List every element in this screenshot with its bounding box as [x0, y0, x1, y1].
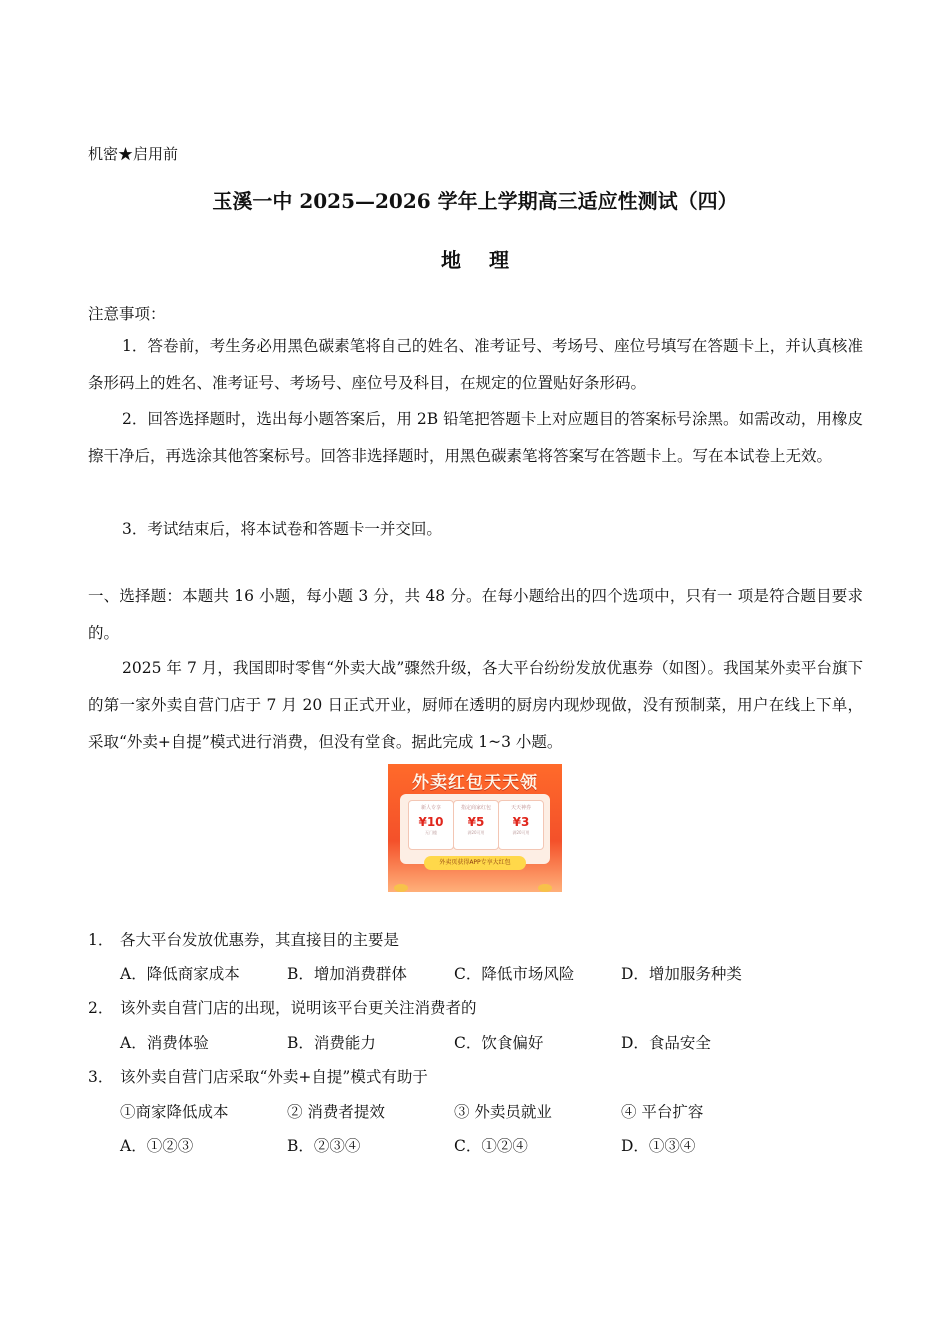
subject-title: 地理 — [441, 248, 537, 272]
coupon-value: ¥10 — [418, 815, 444, 829]
question-number: 2． — [88, 999, 114, 1017]
question-stem: 该外卖自营门店采取“外卖+自提”模式有助于 — [120, 1068, 428, 1086]
coupon-card — [408, 800, 454, 850]
option-a: A．①②③ — [120, 1137, 194, 1155]
option-c: C．饮食偏好 — [454, 1034, 544, 1052]
option-b: B．增加消费群体 — [287, 965, 407, 983]
statement-1: ①商家降低成本 — [120, 1103, 229, 1121]
option-a: A．消费体验 — [120, 1034, 209, 1052]
notice-item-3: 3．考试结束后，将本试卷和答题卡一并交回。 — [122, 520, 442, 538]
question-1-options — [120, 964, 788, 984]
question-number: 3． — [88, 1068, 114, 1086]
option-d: D．食品安全 — [621, 1034, 711, 1052]
coupon-label: 指定商家红包 — [460, 805, 491, 811]
option-c: C．降低市场风险 — [454, 965, 575, 983]
question-2-options — [120, 1033, 788, 1053]
question-3 — [88, 1067, 428, 1087]
statement-4: ④ 平台扩容 — [621, 1103, 704, 1121]
gold-coin-decoration — [538, 884, 552, 892]
statement-3: ③ 外卖员就业 — [454, 1103, 552, 1121]
section-instruction: 一、选择题：本题共 16 小题，每小题 3 分，共 48 分。在每小题给出的四个选项中，只有一 项是符合题目要求的。 — [88, 587, 863, 642]
option-b: B．消费能力 — [287, 1034, 376, 1052]
material-paragraph: 2025 年 7 月，我国即时零售“外卖大战”骤然升级，各大平台纷纷发放优惠券（如图）。我国某外卖平台旗下的第一家外卖自营门店于 7 月 20 日正式开业，厨师在透明的厨房内现炒现做，没有预制菜，用户在线上下单，采取“外卖+自提”模式进行消费，但没有堂食。据此完成 1~3 小题。 — [88, 659, 863, 751]
option-b: B．②③④ — [287, 1137, 361, 1155]
coupon-condition: 满20可用 — [467, 830, 485, 835]
coupon-card — [453, 800, 499, 850]
promo-title: 外卖红包天天领 — [412, 773, 538, 793]
coupon-condition: 满20可用 — [512, 830, 530, 835]
coupon-label: 天天神券 — [510, 805, 531, 811]
option-c: C．①②④ — [454, 1137, 528, 1155]
coupon-value: ¥5 — [467, 815, 485, 829]
promo-button: 外卖页获得APP专享大红包 — [424, 856, 526, 870]
coupon-value: ¥3 — [512, 815, 530, 829]
question-3-statements — [120, 1102, 788, 1122]
gold-coin-decoration — [394, 884, 408, 892]
question-number: 1． — [88, 931, 114, 949]
question-stem: 该外卖自营门店的出现，说明该平台更关注消费者的 — [120, 999, 477, 1017]
confidential-label: 机密★启用前 — [88, 145, 179, 163]
question-2 — [88, 998, 477, 1018]
coupon-condition: 无门槛 — [425, 830, 437, 835]
notice-item-2: 2．回答选择题时，选出每小题答案后，用 2B 铅笔把答题卡上对应题目的答案标号涂黑。如需改动，用橡皮擦干净后，再选涂其他答案标号。回答非选择题时，用黑色碳素笔将答案写在答题卡上。写在本试卷上无效。 — [88, 410, 863, 465]
exam-title: 玉溪一中 2025—2026 学年上学期高三适应性测试（四） — [212, 189, 738, 213]
notice-item-1: 1．答卷前，考生务必用黑色碳素笔将自己的姓名、准考证号、考场号、座位号填写在答题卡上，并认真核准条形码上的姓名、准考证号、考场号、座位号及科目，在规定的位置贴好条形码。 — [88, 337, 863, 392]
option-d: D．①③④ — [621, 1137, 696, 1155]
question-3-options — [120, 1136, 788, 1156]
coupon-label: 新人专享 — [420, 805, 441, 811]
question-stem: 各大平台发放优惠券，其直接目的主要是 — [120, 931, 400, 949]
coupon-promo-image — [388, 764, 562, 892]
statement-2: ② 消费者提效 — [287, 1103, 385, 1121]
option-d: D．增加服务种类 — [621, 965, 742, 983]
notice-heading: 注意事项： — [88, 305, 166, 323]
coupon-card — [498, 800, 544, 850]
option-a: A．降低商家成本 — [120, 965, 240, 983]
question-1 — [88, 930, 399, 950]
